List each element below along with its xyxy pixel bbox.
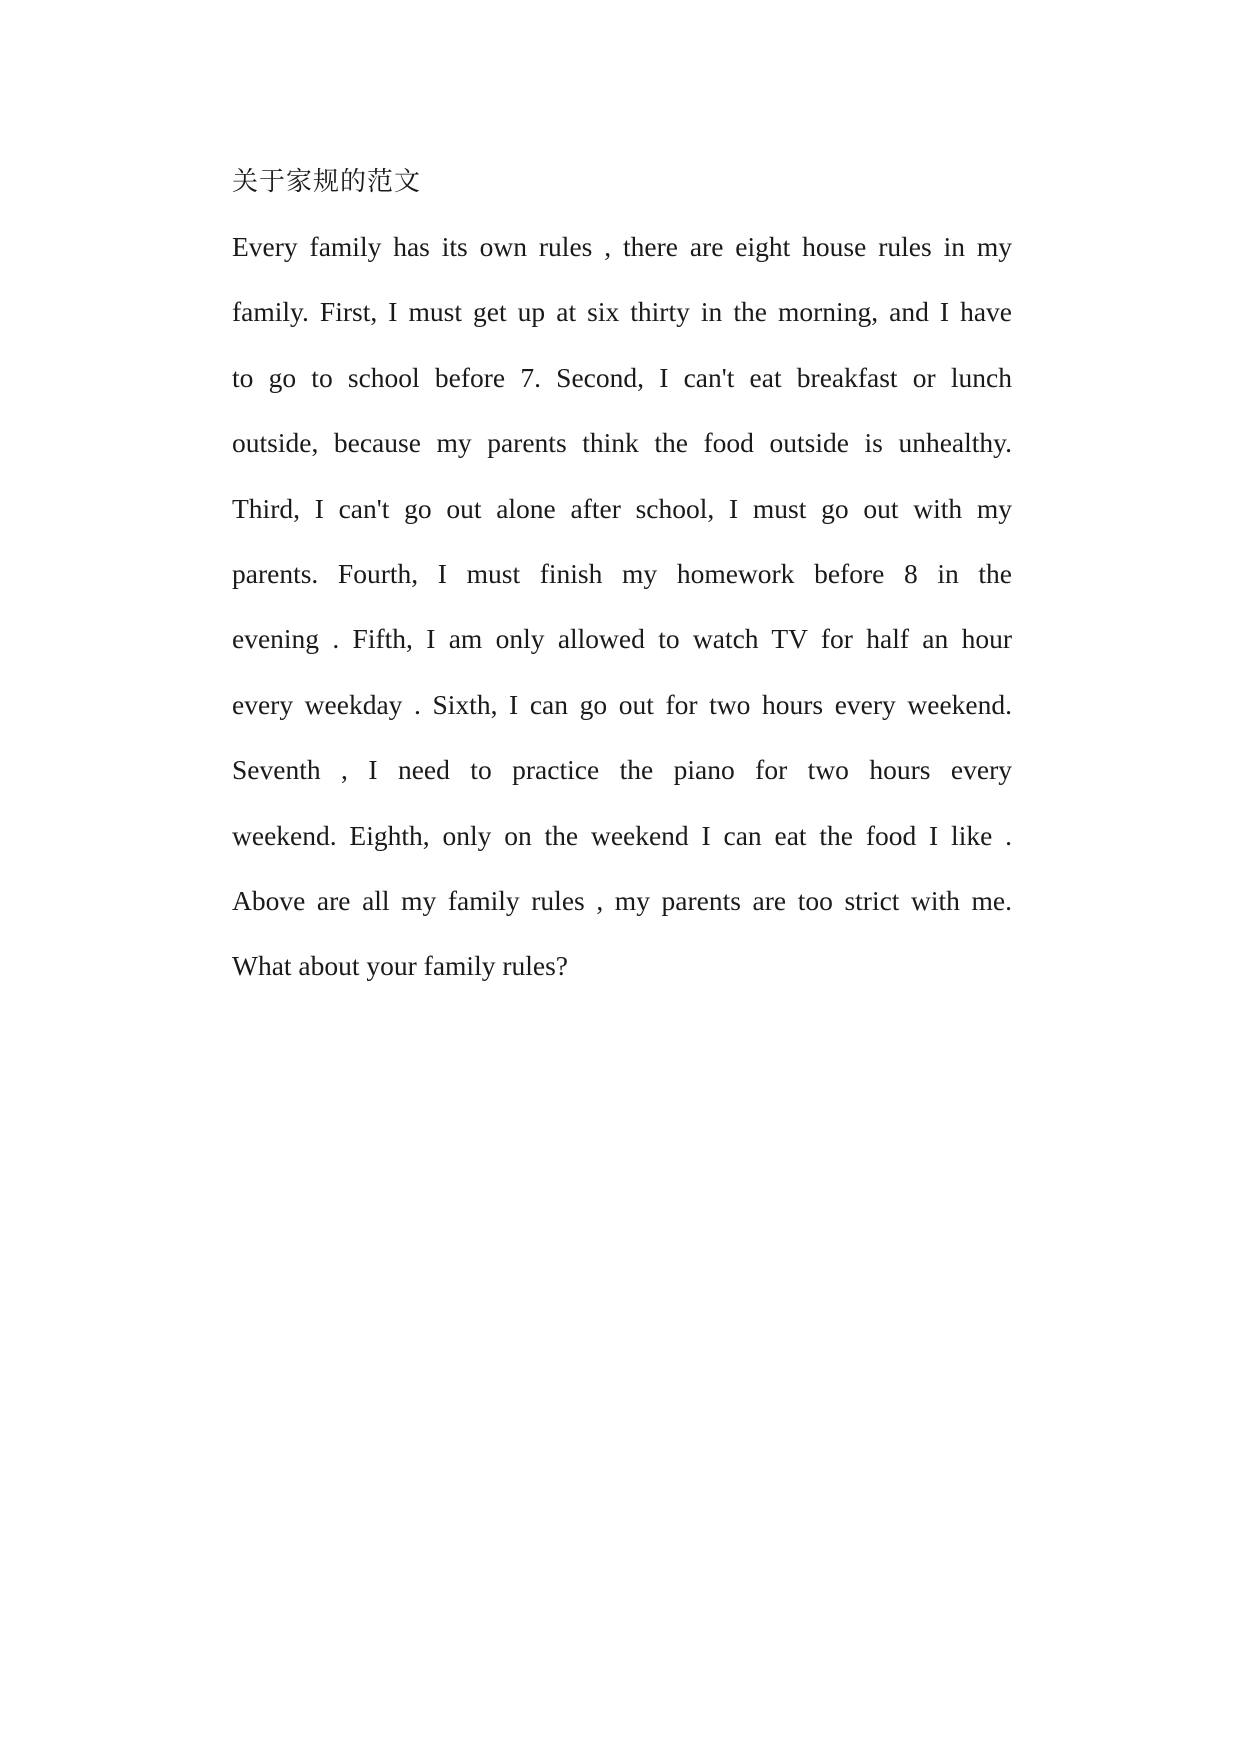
text-line: parents. Fourth, I must finish my homework before 8 in the bbox=[232, 557, 1012, 589]
text-line: weekend. Eighth, only on the weekend I can eat the food I like . bbox=[232, 819, 1012, 851]
text-line: family. First, I must get up at six thirty in the morning, and I have bbox=[232, 296, 1012, 328]
text-line: What about your family rules? bbox=[232, 950, 569, 982]
essay-paragraph bbox=[232, 227, 1012, 1012]
text-line: evening . Fifth, I am only allowed to watch TV for half an hour bbox=[232, 623, 1012, 655]
text-line: to go to school before 7. Second, I can't eat breakfast or lunch bbox=[232, 361, 1012, 393]
text-line: every weekday . Sixth, I can go out for two hours every weekend. bbox=[232, 688, 1012, 720]
text-line: Every family has its own rules , there are eight house rules in my bbox=[232, 231, 1012, 262]
text-line: outside, because my parents think the food outside is unhealthy. bbox=[232, 427, 1012, 459]
text-line: Above are all my family rules , my parents are too strict with me. bbox=[232, 884, 1012, 916]
text-line: Third, I can't go out alone after school, I must go out with my bbox=[232, 492, 1012, 524]
document-title: 关于家规的范文 bbox=[232, 167, 422, 197]
text-line: Seventh , I need to practice the piano for two hours every bbox=[232, 754, 1012, 786]
